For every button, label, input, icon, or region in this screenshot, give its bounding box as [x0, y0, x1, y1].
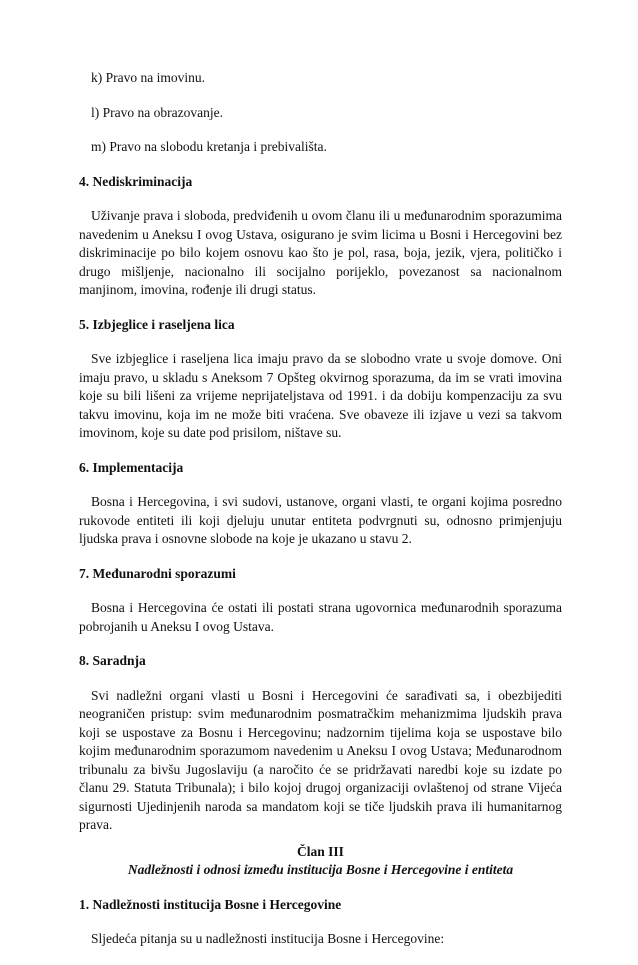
section-heading-nadleznosti: 1. Nadležnosti institucija Bosne i Hercegovine: [79, 896, 342, 912]
section-heading-saradnja: 8. Saradnja: [79, 653, 146, 668]
document-page: [79, 69, 562, 965]
article-title: Član III: [297, 843, 344, 859]
section-text-nadleznosti: Sljedeća pitanja su u nadležnosti institucija Bosne i Hercegovine:: [91, 931, 445, 946]
list-item-m: m) Pravo na slobodu kretanja i prebivališta.: [91, 139, 327, 154]
section-heading-izbjeglice: 5. Izbjeglice i raseljena lica: [79, 316, 235, 332]
article-subtitle: Nadležnosti i odnosi između institucija Bosne i Hercegovine i entiteta: [127, 862, 514, 877]
section-text-implementacija: Bosna i Hercegovina, i svi sudovi, ustanove, organi vlasti, te organi kojima posredno rukovode entiteti ili koji djeluju unutar entiteta podvrgnuti su, odnosno primjenjuju ljudska prava i osnovne slobode na koje je ukazano u stavu 2.: [79, 494, 562, 546]
list-item-k: k) Pravo na imovinu.: [91, 70, 205, 85]
section-text-nediskriminacija: Uživanje prava i sloboda, predviđenih u ovom članu ili u međunarodnim sporazumima navedenim u Aneksu I ovog Ustava, osigurano je svim licima u Bosni i Hercegovini bez diskriminacije po bilo kojem osnovu kao što je pol, rasa, boja, jezik, vjera, političko i drugo mišljenje, nacionalno ili socijalno porijeklo, povezanost sa nacionalnom manjinom, imovina, rođenje ili drugi status.: [79, 208, 562, 297]
section-text-izbjeglice: Sve izbjeglice i raseljena lica imaju pravo da se slobodno vrate u svoje domove. Oni imaju pravo, u skladu s Aneksom 7 Opšteg okvirnog sporazuma, da im se vrati imovina koje su bili lišeni za vrijeme neprijateljstava od 1991. i da dobiju kompenzaciju za svu takvu imovinu, koja im ne može biti vraćena. Sve obaveze ili izjave u vezi sa takvom imovinom, koje su date pod prisilom, ništave su.: [79, 351, 562, 440]
section-heading-implementacija: 6. Implementacija: [79, 459, 184, 475]
section-heading-nediskriminacija: 4. Nediskriminacija: [79, 173, 193, 189]
list-item-l: l) Pravo na obrazovanje.: [91, 104, 223, 120]
section-text-medjunarodni-sporazumi: Bosna i Hercegovina će ostati ili postati strana ugovornica međunarodnih sporazuma pobrojanih u Aneksu I ovog Ustava.: [79, 600, 562, 634]
section-text-saradnja: Svi nadležni organi vlasti u Bosni i Hercegovini će sarađivati sa, i obezbijediti neograničen pristup: svim međunarodnim posmatračkim mehanizmima ljudskih prava koji se uspostave za Bosnu i Hercegovinu; nadzornim tijelima koja se uspostave bilo kojim međunarodnim sporazumom navedenim u Aneksu I ovog Ustava; Međunarodnom tribunalu za bivšu Jugoslaviju (a naročito će se pridržavati naredbi koje su izdate po članu 29. Statuta Tribunala); i bilo kojoj drugoj organizaciji ovlaštenoj od strane Vijeća sigurnosti Ujedinjenih naroda sa mandatom koji se tiče ljudskih prava ili humanitarnog prava.: [79, 687, 562, 832]
section-heading-medjunarodni-sporazumi: 7. Međunarodni sporazumi: [79, 565, 236, 581]
